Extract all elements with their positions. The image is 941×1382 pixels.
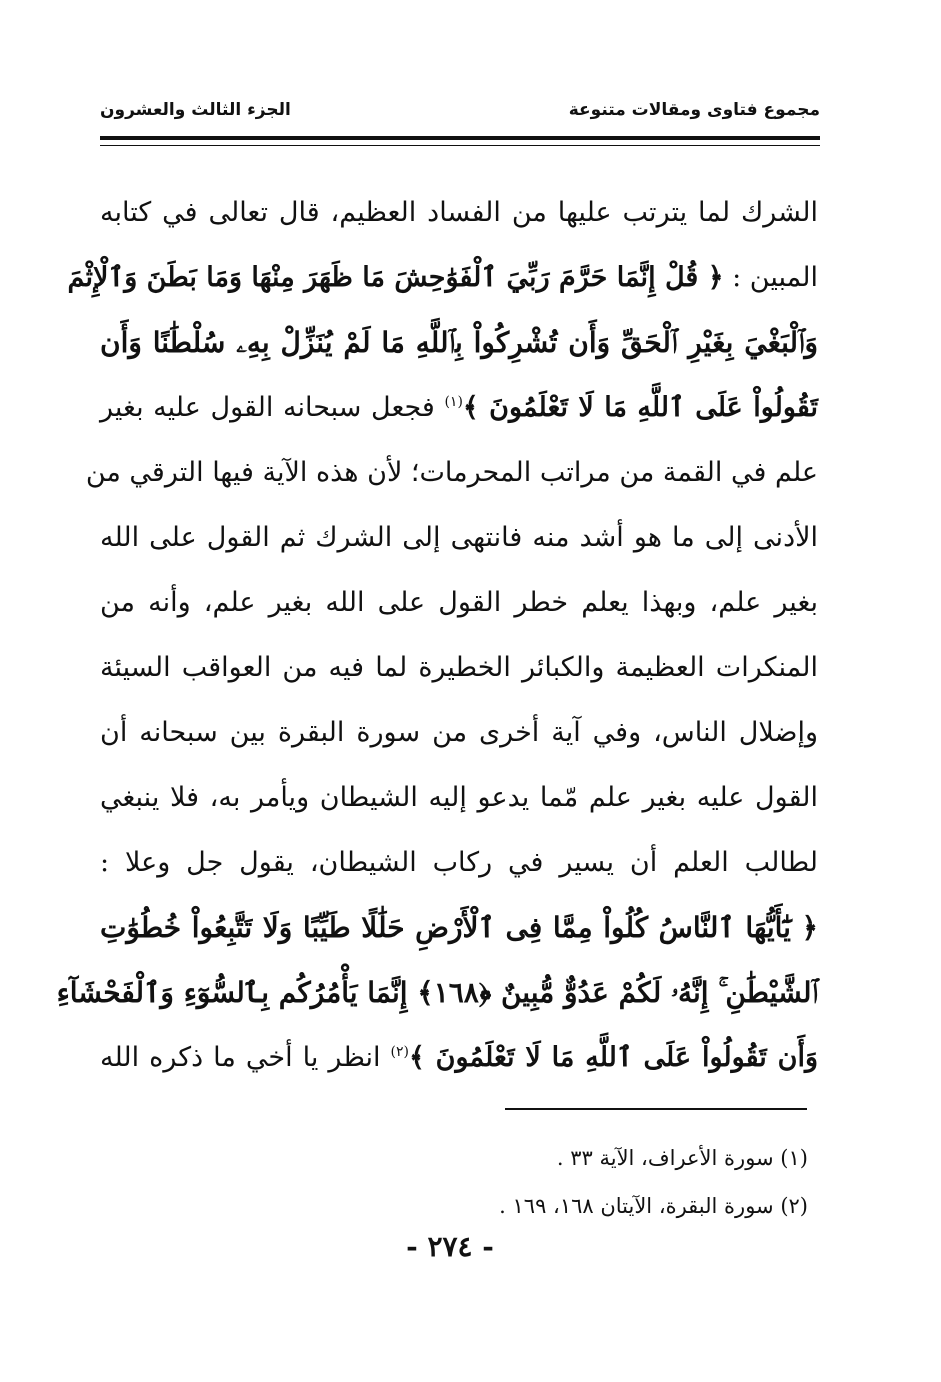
footnote: (١) سورة الأعراف، الآية ٣٣ .: [556, 1146, 808, 1170]
text-line: [100, 180, 818, 245]
text-line: [85, 440, 818, 505]
line-text: القول عليه بغير علم مّما يدعو إليه الشيطان ويأمر به، فلا ينبغي: [100, 782, 818, 813]
line-text: فجعل سبحانه القول عليه بغير: [100, 392, 445, 423]
main-text: [56, 180, 818, 1090]
footnote-marker: (١): [444, 394, 463, 410]
line-text: بغير علم، وبهذا يعلم خطر القول على الله بغير علم، وأنه من: [100, 587, 818, 618]
text-line: [56, 960, 818, 1025]
text-line: [100, 700, 818, 765]
book-title: مجموع فتاوى ومقالات متنوعة: [568, 100, 820, 120]
quran-verse: تَقُولُواْ عَلَى ٱللَّهِ مَا لَا تَعْلَمُونَ ﴾: [462, 392, 818, 423]
header-rule-thick: [100, 136, 820, 140]
text-line: [100, 1025, 818, 1090]
line-text: علم في القمة من مراتب المحرمات؛ لأن هذه الآية فيها الترقي من: [85, 457, 818, 488]
line-text: لطالب العلم أن يسير في ركاب الشيطان، يقول جل وعلا :: [100, 847, 818, 878]
running-header: [100, 98, 820, 132]
text-line: [100, 895, 818, 960]
line-text: انظر يا أخي ما ذكره الله: [100, 1042, 391, 1073]
quran-verse: ٱلشَّيْطَٰنِ ۚ إِنَّهُۥ لَكُمْ عَدُوٌّ مُّبِينٌ ﴿١٦٨﴾ إِنَّمَا يَأْمُرُكُم بِٱلسُّوٓءِ وَٱلْفَحْشَآءِ: [56, 976, 818, 1009]
footnote: (٢) سورة البقرة، الآيتان ١٦٨، ١٦٩ .: [499, 1194, 808, 1218]
footnote-marker: (٢): [390, 1044, 409, 1060]
text-line: [100, 830, 818, 895]
footnote-separator: [505, 1108, 807, 1110]
line-text: وإضلال الناس، وفي آية أخرى من سورة البقرة بين سبحانه أن: [100, 717, 818, 748]
line-text: الشرك لما يترتب عليها من الفساد العظيم، قال تعالى في كتابه: [100, 197, 818, 228]
volume-label: الجزء الثالث والعشرون: [100, 100, 291, 120]
text-line: [100, 310, 818, 375]
text-line: [100, 635, 818, 700]
line-text: المنكرات العظيمة والكبائر الخطيرة لما فيه من العواقب السيئة: [100, 652, 818, 683]
footnotes: [300, 1134, 808, 1230]
quran-verse: وَٱلْبَغْيَ بِغَيْرِ ٱلْحَقِّ وَأَن تُشْرِكُواْ بِٱللَّهِ مَا لَمْ يُنَزِّلْ بِهِۦ سُلْطَٰنًا وَأَن: [100, 326, 818, 359]
text-line: [100, 375, 818, 440]
text-line: [100, 505, 818, 570]
text-line: [100, 570, 818, 635]
quran-verse: وَأَن تَقُولُواْ عَلَى ٱللَّهِ مَا لَا تَعْلَمُونَ ﴾: [409, 1042, 818, 1073]
line-text: المبين :: [723, 262, 818, 293]
line-text: الأدنى إلى ما هو أشد منه فانتهى إلى الشرك ثم القول على الله: [100, 522, 818, 553]
quran-verse: ﴿ قُلْ إِنَّمَا حَرَّمَ رَبِّيَ ٱلْفَوَٰحِشَ مَا ظَهَرَ مِنْهَا وَمَا بَطَنَ وَٱلْإِثْمَ: [67, 262, 724, 293]
text-line: [100, 765, 818, 830]
page-number: - ٢٧٤ -: [406, 1230, 494, 1263]
header-rule-thin: [100, 145, 820, 146]
text-line: [67, 245, 818, 310]
quran-verse: ﴿ يَٰٓأَيُّهَا ٱلنَّاسُ كُلُواْ مِمَّا فِى ٱلْأَرْضِ حَلَٰلًا طَيِّبًا وَلَا تَتَّبِعُواْ خُطُوَٰتِ: [100, 911, 818, 944]
